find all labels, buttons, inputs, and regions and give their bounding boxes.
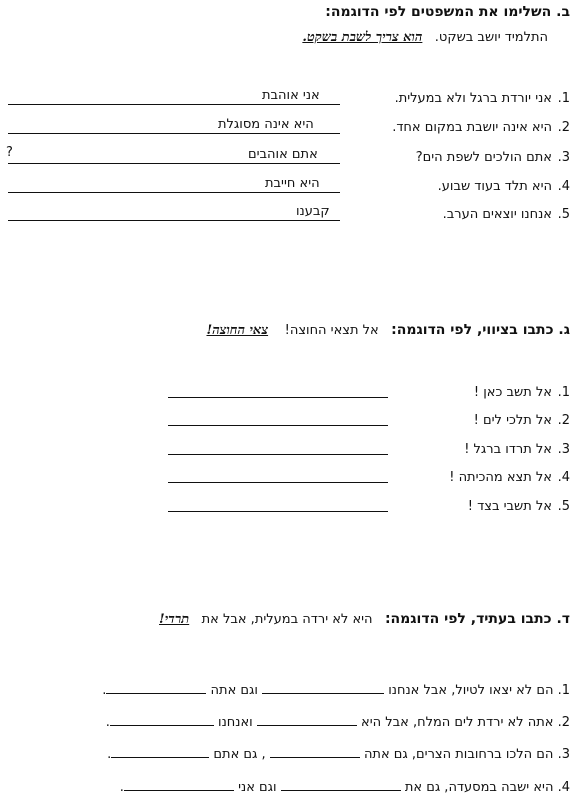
item-part1: הם הלכו ברחובות הצרים, גם אתה (363, 747, 554, 762)
item-number: 1. (557, 683, 570, 698)
item-part1: אתה לא ירדת לים המלח, אבל היא (361, 715, 554, 730)
answer-line[interactable] (8, 192, 340, 193)
item-sentence: אל תרדו ברגל ! (464, 442, 552, 457)
item-end: . (102, 683, 107, 698)
example-sentence: היא לא ירדה במעלית, אבל את (201, 612, 373, 627)
item-sentence: אני יורדת ברגל ולא במעלית. (394, 91, 552, 106)
answer-line[interactable] (168, 482, 388, 483)
item-part2: ואנחנו (218, 715, 253, 730)
item-sentence: אל תלכי לים ! (473, 413, 552, 428)
item-number: 2. (557, 120, 570, 135)
section-b-example (302, 30, 548, 46)
item-answer: היא אינה מסוגלת (218, 117, 314, 132)
item-sentence: אתם הולכים לשפת הים? (415, 150, 552, 165)
answer-line[interactable] (168, 397, 388, 398)
answer-line[interactable] (257, 713, 357, 726)
section-d-title: ד. כתבו בעתיד, לפי הדוגמה: (384, 611, 570, 627)
example-answer: תרדי! (159, 612, 190, 627)
answer-line[interactable] (8, 220, 340, 221)
item-answer: קבענו (296, 204, 330, 219)
answer-line[interactable] (270, 745, 360, 758)
item-number: 4. (557, 179, 570, 194)
item-sentence: היא אינה יושבת במקום אחד. (392, 120, 552, 135)
item-end: . (107, 747, 112, 762)
answer-line[interactable] (8, 104, 340, 105)
item-sentence: אל תצא מהכיתה ! (449, 470, 552, 485)
item-number: 3. (557, 150, 570, 165)
list-item (107, 745, 570, 763)
answer-line[interactable] (168, 425, 388, 426)
item-answer: אני אוהבת (262, 88, 320, 103)
answer-line[interactable] (8, 133, 340, 134)
section-d-header (159, 611, 570, 628)
item-sentence: אל תשבי בצד ! (467, 499, 552, 514)
list-item (106, 713, 570, 731)
list-item (102, 681, 570, 699)
item-number: 2. (557, 413, 570, 428)
example-answer: צאי החוצה! (206, 323, 269, 338)
answer-line[interactable] (168, 511, 388, 512)
item-end: . (105, 715, 110, 730)
item-sentence: היא תלד בעוד שבוע. (437, 179, 552, 194)
item-part2: וגם אני (238, 780, 277, 795)
example-sentence: אל תצאי החוצה! (284, 323, 379, 338)
answer-line[interactable] (124, 778, 234, 791)
item-sentence: אל תשב כאן ! (473, 385, 552, 400)
item-number: 3. (557, 747, 570, 762)
item-part1: היא ישבה במסעדה, גם את (404, 780, 554, 795)
answer-line[interactable] (111, 745, 209, 758)
item-number: 4. (557, 780, 570, 795)
item-number: 1. (557, 91, 570, 106)
answer-line[interactable] (110, 713, 214, 726)
item-number: 2. (557, 715, 570, 730)
item-number: 4. (557, 470, 570, 485)
item-end: . (119, 780, 124, 795)
item-number: 3. (557, 442, 570, 457)
item-part2: , גם אתם (213, 747, 266, 762)
section-b-title: ב. השלימו את המשפטים לפי הדוגמה: (325, 4, 570, 20)
item-part2: וגם אתה (210, 683, 258, 698)
answer-line[interactable] (262, 681, 384, 694)
section-g-title: ג. כתבו בציווי, לפי הדוגמה: (391, 322, 570, 338)
item-part1: הם לא יצאו לטיול, אבל אנחנו (388, 683, 554, 698)
section-g-header (206, 322, 570, 339)
item-number: 5. (557, 207, 570, 222)
answer-line[interactable] (106, 681, 206, 694)
item-answer: היא חייבת (265, 176, 320, 191)
item-sentence: אנחנו יוצאים הערב. (442, 207, 552, 222)
example-sentence: התלמיד יושב בשקט. (434, 30, 548, 45)
example-answer: הוא צריך לשבת בשקט. (302, 30, 423, 45)
item-number: 1. (557, 385, 570, 400)
answer-line[interactable] (168, 454, 388, 455)
list-item (120, 778, 570, 796)
item-number: 5. (557, 499, 570, 514)
answer-line[interactable] (8, 163, 340, 164)
item-answer: אתם אוהבים (248, 147, 318, 162)
answer-line[interactable] (281, 778, 401, 791)
question-mark: ? (6, 145, 13, 160)
